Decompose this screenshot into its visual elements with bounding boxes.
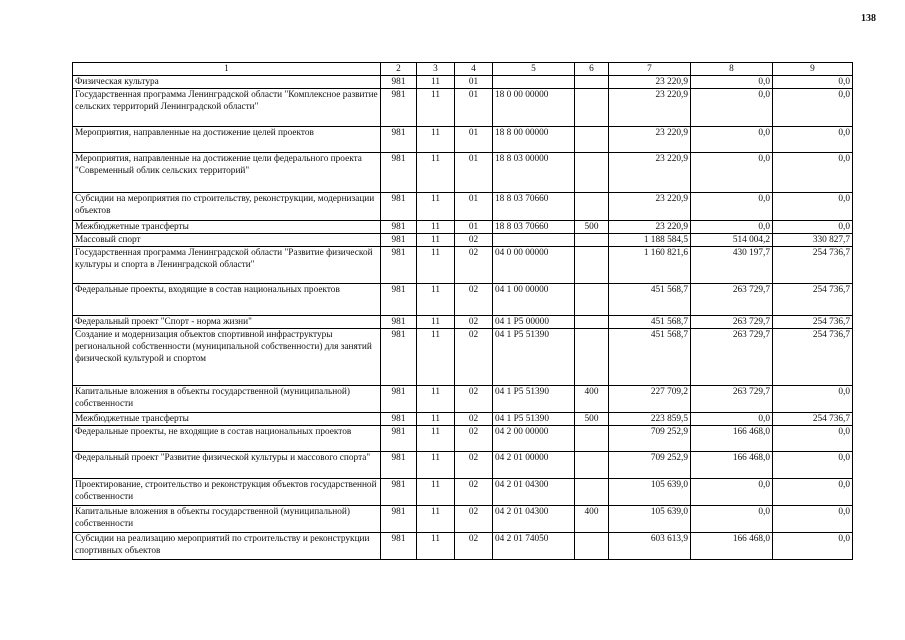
- cell-expense-type: [575, 153, 609, 193]
- cell-expense-type: [575, 533, 609, 560]
- cell-target-article: 04 1 P5 51390: [493, 386, 575, 413]
- cell-amount-col7: 451 568,7: [609, 284, 691, 316]
- cell-amount-col7: 23 220,9: [609, 127, 691, 153]
- cell-amount-col9: 254 736,7: [773, 247, 853, 284]
- cell-section: 11: [417, 247, 455, 284]
- cell-name: Физическая культура: [73, 76, 381, 89]
- table-row: [73, 234, 853, 247]
- cell-grbs: 981: [381, 221, 417, 234]
- cell-target-article: 18 8 00 00000: [493, 127, 575, 153]
- cell-amount-col9: 0,0: [773, 76, 853, 89]
- cell-expense-type: [575, 89, 609, 127]
- cell-target-article: 04 1 P5 51390: [493, 329, 575, 386]
- cell-amount-col9: 254 736,7: [773, 316, 853, 329]
- cell-target-article: 18 0 00 00000: [493, 89, 575, 127]
- cell-amount-col8: 263 729,7: [691, 386, 773, 413]
- cell-amount-col7: 23 220,9: [609, 153, 691, 193]
- cell-target-article: 18 8 03 70660: [493, 221, 575, 234]
- cell-target-article: [493, 234, 575, 247]
- cell-subsection: 01: [455, 193, 493, 221]
- table-row: [73, 221, 853, 234]
- cell-amount-col8: 0,0: [691, 153, 773, 193]
- cell-amount-col8: 0,0: [691, 413, 773, 426]
- cell-subsection: 01: [455, 127, 493, 153]
- cell-amount-col9: 0,0: [773, 479, 853, 506]
- cell-amount-col7: 227 709,2: [609, 386, 691, 413]
- cell-amount-col7: 451 568,7: [609, 329, 691, 386]
- table-row: [73, 127, 853, 153]
- cell-expense-type: [575, 247, 609, 284]
- cell-amount-col7: 23 220,9: [609, 89, 691, 127]
- cell-target-article: 18 8 03 70660: [493, 193, 575, 221]
- header-row: [73, 63, 853, 76]
- cell-amount-col7: 23 220,9: [609, 193, 691, 221]
- cell-expense-type: [575, 76, 609, 89]
- table-row: [73, 284, 853, 316]
- column-header: 1: [73, 63, 381, 76]
- cell-name: Проектирование, строительство и реконструкция объектов государственной собственности: [73, 479, 381, 506]
- cell-amount-col9: 254 736,7: [773, 284, 853, 316]
- cell-amount-col8: 514 004,2: [691, 234, 773, 247]
- cell-amount-col9: 0,0: [773, 533, 853, 560]
- table-row: [73, 89, 853, 127]
- cell-amount-col8: 0,0: [691, 506, 773, 533]
- cell-name: Мероприятия, направленные на достижение цели федерального проекта "Современный облик сельских территорий": [73, 153, 381, 193]
- cell-amount-col8: 430 197,7: [691, 247, 773, 284]
- table-row: [73, 413, 853, 426]
- cell-amount-col8: 0,0: [691, 127, 773, 153]
- cell-amount-col8: 166 468,0: [691, 426, 773, 452]
- cell-subsection: 02: [455, 533, 493, 560]
- cell-amount-col8: 0,0: [691, 76, 773, 89]
- cell-grbs: 981: [381, 386, 417, 413]
- cell-amount-col9: 0,0: [773, 221, 853, 234]
- cell-grbs: 981: [381, 506, 417, 533]
- cell-section: 11: [417, 234, 455, 247]
- cell-amount-col8: 0,0: [691, 221, 773, 234]
- cell-expense-type: 500: [575, 221, 609, 234]
- cell-subsection: 02: [455, 452, 493, 479]
- cell-section: 11: [417, 284, 455, 316]
- cell-amount-col7: 603 613,9: [609, 533, 691, 560]
- cell-amount-col8: 0,0: [691, 193, 773, 221]
- cell-name: Создание и модернизация объектов спортивной инфраструктуры региональной собственности (муниципальной собственности) для занятий физической культурой и спортом: [73, 329, 381, 386]
- cell-amount-col9: 0,0: [773, 127, 853, 153]
- cell-amount-col9: 254 736,7: [773, 413, 853, 426]
- column-header: 6: [575, 63, 609, 76]
- cell-subsection: 02: [455, 413, 493, 426]
- cell-target-article: 04 1 00 00000: [493, 284, 575, 316]
- column-header: 3: [417, 63, 455, 76]
- table-row: [73, 193, 853, 221]
- cell-section: 11: [417, 413, 455, 426]
- cell-target-article: 04 2 00 00000: [493, 426, 575, 452]
- cell-section: 11: [417, 316, 455, 329]
- cell-amount-col9: 0,0: [773, 386, 853, 413]
- cell-amount-col8: 263 729,7: [691, 316, 773, 329]
- table-row: [73, 506, 853, 533]
- cell-expense-type: 400: [575, 386, 609, 413]
- cell-section: 11: [417, 76, 455, 89]
- cell-amount-col7: 23 220,9: [609, 76, 691, 89]
- cell-expense-type: [575, 316, 609, 329]
- column-header: 5: [493, 63, 575, 76]
- cell-name: Капитальные вложения в объекты государственной (муниципальной) собственности: [73, 506, 381, 533]
- cell-grbs: 981: [381, 193, 417, 221]
- cell-amount-col7: 23 220,9: [609, 221, 691, 234]
- cell-section: 11: [417, 452, 455, 479]
- table-row: [73, 479, 853, 506]
- cell-section: 11: [417, 89, 455, 127]
- cell-expense-type: [575, 284, 609, 316]
- cell-amount-col7: 451 568,7: [609, 316, 691, 329]
- cell-name: Субсидии на мероприятия по строительству, реконструкции, модернизации объектов: [73, 193, 381, 221]
- cell-amount-col9: 0,0: [773, 89, 853, 127]
- cell-name: Федеральный проект "Развитие физической культуры и массового спорта": [73, 452, 381, 479]
- column-header: 4: [455, 63, 493, 76]
- cell-grbs: 981: [381, 153, 417, 193]
- cell-target-article: 04 1 P5 51390: [493, 413, 575, 426]
- cell-amount-col7: 105 639,0: [609, 479, 691, 506]
- cell-subsection: 02: [455, 316, 493, 329]
- cell-expense-type: [575, 452, 609, 479]
- table-row: [73, 247, 853, 284]
- cell-grbs: 981: [381, 533, 417, 560]
- cell-section: 11: [417, 533, 455, 560]
- cell-name: Капитальные вложения в объекты государственной (муниципальной) собственности: [73, 386, 381, 413]
- cell-amount-col9: 0,0: [773, 426, 853, 452]
- cell-amount-col9: 0,0: [773, 193, 853, 221]
- cell-grbs: 981: [381, 426, 417, 452]
- cell-expense-type: [575, 479, 609, 506]
- column-header: 7: [609, 63, 691, 76]
- cell-target-article: 04 0 00 00000: [493, 247, 575, 284]
- cell-subsection: 01: [455, 89, 493, 127]
- cell-section: 11: [417, 221, 455, 234]
- cell-grbs: 981: [381, 76, 417, 89]
- table-row: [73, 533, 853, 560]
- cell-subsection: 02: [455, 426, 493, 452]
- cell-grbs: 981: [381, 284, 417, 316]
- cell-amount-col8: 0,0: [691, 89, 773, 127]
- cell-expense-type: [575, 234, 609, 247]
- cell-amount-col7: 223 859,5: [609, 413, 691, 426]
- cell-amount-col9: 330 827,7: [773, 234, 853, 247]
- cell-target-article: 04 2 01 74050: [493, 533, 575, 560]
- cell-grbs: 981: [381, 127, 417, 153]
- cell-subsection: 02: [455, 247, 493, 284]
- cell-target-article: 18 8 03 00000: [493, 153, 575, 193]
- cell-expense-type: [575, 426, 609, 452]
- cell-subsection: 01: [455, 153, 493, 193]
- cell-grbs: 981: [381, 479, 417, 506]
- cell-name: Федеральный проект "Спорт - норма жизни": [73, 316, 381, 329]
- cell-expense-type: [575, 193, 609, 221]
- cell-amount-col9: 0,0: [773, 506, 853, 533]
- cell-amount-col9: 0,0: [773, 153, 853, 193]
- cell-amount-col8: 166 468,0: [691, 452, 773, 479]
- cell-subsection: 01: [455, 221, 493, 234]
- cell-amount-col7: 709 252,9: [609, 452, 691, 479]
- cell-section: 11: [417, 193, 455, 221]
- cell-amount-col7: 709 252,9: [609, 426, 691, 452]
- cell-subsection: 02: [455, 506, 493, 533]
- cell-amount-col7: 1 188 584,5: [609, 234, 691, 247]
- table-body: [73, 76, 853, 560]
- cell-subsection: 02: [455, 479, 493, 506]
- cell-amount-col7: 105 639,0: [609, 506, 691, 533]
- cell-subsection: 02: [455, 386, 493, 413]
- column-header: 2: [381, 63, 417, 76]
- column-header: 8: [691, 63, 773, 76]
- cell-section: 11: [417, 479, 455, 506]
- cell-section: 11: [417, 127, 455, 153]
- cell-target-article: [493, 76, 575, 89]
- cell-expense-type: [575, 127, 609, 153]
- cell-section: 11: [417, 386, 455, 413]
- cell-expense-type: 400: [575, 506, 609, 533]
- cell-grbs: 981: [381, 452, 417, 479]
- cell-target-article: 04 1 P5 00000: [493, 316, 575, 329]
- cell-amount-col8: 166 468,0: [691, 533, 773, 560]
- cell-amount-col8: 0,0: [691, 479, 773, 506]
- cell-amount-col8: 263 729,7: [691, 284, 773, 316]
- table-row: [73, 316, 853, 329]
- cell-section: 11: [417, 426, 455, 452]
- cell-subsection: 02: [455, 234, 493, 247]
- cell-grbs: 981: [381, 89, 417, 127]
- table-row: [73, 153, 853, 193]
- cell-name: Мероприятия, направленные на достижение целей проектов: [73, 127, 381, 153]
- cell-name: Федеральные проекты, не входящие в состав национальных проектов: [73, 426, 381, 452]
- cell-expense-type: 500: [575, 413, 609, 426]
- cell-expense-type: [575, 329, 609, 386]
- cell-name: Массовый спорт: [73, 234, 381, 247]
- cell-amount-col7: 1 160 821,6: [609, 247, 691, 284]
- table-row: [73, 76, 853, 89]
- cell-name: Межбюджетные трансферты: [73, 221, 381, 234]
- cell-subsection: 02: [455, 284, 493, 316]
- cell-name: Межбюджетные трансферты: [73, 413, 381, 426]
- table-row: [73, 452, 853, 479]
- cell-amount-col9: 0,0: [773, 452, 853, 479]
- cell-grbs: 981: [381, 247, 417, 284]
- cell-target-article: 04 2 01 04300: [493, 506, 575, 533]
- page-number: 138: [861, 13, 876, 24]
- cell-grbs: 981: [381, 316, 417, 329]
- cell-target-article: 04 2 01 04300: [493, 479, 575, 506]
- cell-name: Федеральные проекты, входящие в состав национальных проектов: [73, 284, 381, 316]
- table-row: [73, 386, 853, 413]
- cell-grbs: 981: [381, 413, 417, 426]
- cell-grbs: 981: [381, 234, 417, 247]
- cell-section: 11: [417, 329, 455, 386]
- cell-amount-col9: 254 736,7: [773, 329, 853, 386]
- table-row: [73, 329, 853, 386]
- cell-grbs: 981: [381, 329, 417, 386]
- cell-name: Государственная программа Ленинградской области "Развитие физической культуры и спорта в Ленинградской области": [73, 247, 381, 284]
- column-header: 9: [773, 63, 853, 76]
- cell-target-article: 04 2 01 00000: [493, 452, 575, 479]
- cell-amount-col8: 263 729,7: [691, 329, 773, 386]
- cell-name: Субсидии на реализацию мероприятий по строительству и реконструкции спортивных объектов: [73, 533, 381, 560]
- cell-subsection: 02: [455, 329, 493, 386]
- cell-section: 11: [417, 506, 455, 533]
- table-row: [73, 426, 853, 452]
- budget-table: [72, 62, 853, 560]
- cell-section: 11: [417, 153, 455, 193]
- cell-subsection: 01: [455, 76, 493, 89]
- cell-name: Государственная программа Ленинградской области "Комплексное развитие сельских территорий Ленинградской области": [73, 89, 381, 127]
